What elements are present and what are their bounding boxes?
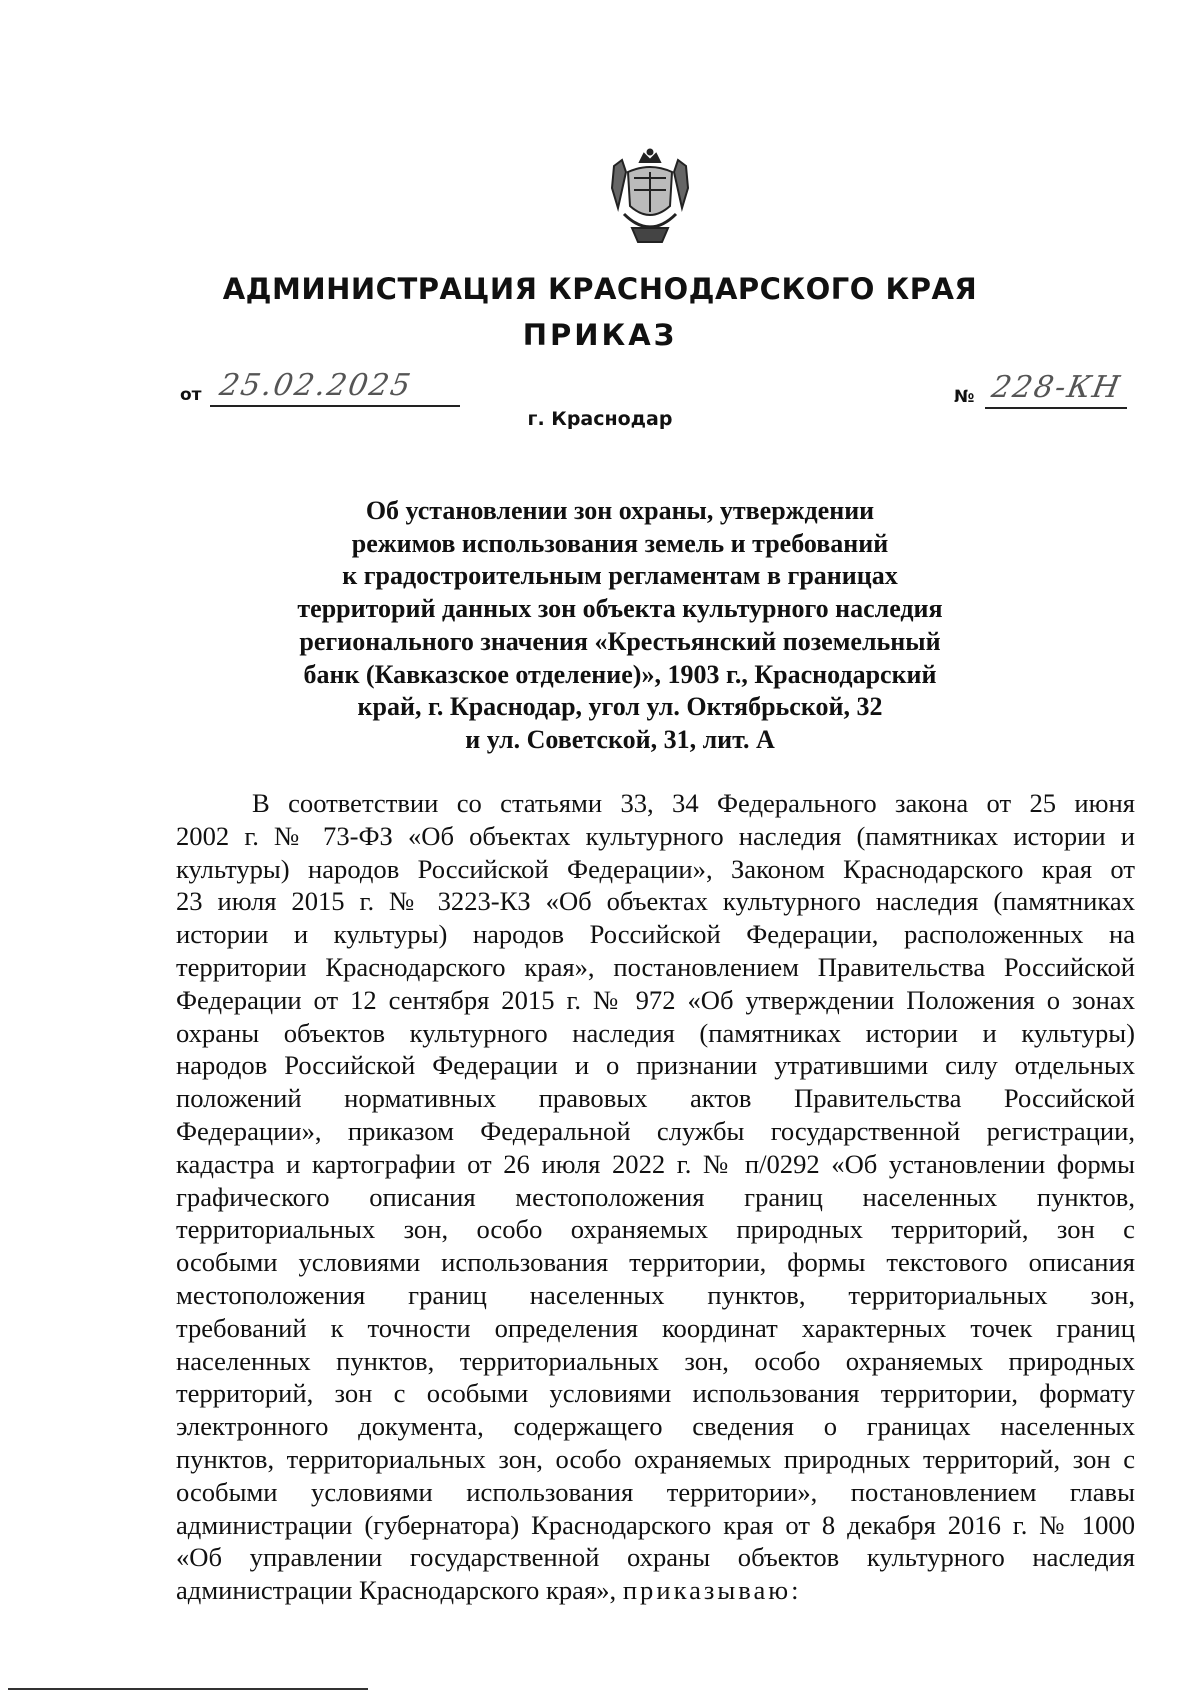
- subject-line: край, г. Краснодар, угол ул. Октябрьской, 32: [357, 692, 883, 722]
- body-line: населенных пунктов, территориальных зон, особо охраняемых природных: [176, 1345, 1135, 1376]
- body-line: территориальных зон, особо охраняемых природных территорий, зон с: [176, 1214, 1135, 1245]
- body-line: пунктов, территориальных зон, особо охраняемых природных территорий, зон с: [176, 1443, 1135, 1474]
- subject-line: банк (Кавказское отделение)», 1903 г., Краснодарский: [303, 659, 937, 689]
- body-line: Федерации от 12 сентября 2015 г. № 972 «Об утверждении Положения о зонах: [176, 984, 1135, 1015]
- body-line: 23 июля 2015 г. № 3223-КЗ «Об объектах культурного наследия (памятниках: [176, 886, 1135, 917]
- organization-title: АДМИНИСТРАЦИЯ КРАСНОДАРСКОГО КРАЯ: [222, 272, 978, 306]
- subject-line: и ул. Советской, 31, лит. А: [465, 724, 775, 754]
- document-type: ПРИКАЗ: [522, 318, 678, 352]
- city-line: г. Краснодар: [527, 408, 673, 430]
- preamble-paragraph: [176, 787, 1135, 1607]
- body-line: народов Российской Федерации и о признании утратившими силу отдельных: [176, 1050, 1135, 1081]
- body-line: графического описания местоположения границ населенных пунктов,: [176, 1181, 1135, 1212]
- body-line: истории и культуры) народов Российской Федерации, расположенных на: [176, 919, 1135, 950]
- number-underline: [985, 407, 1127, 409]
- body-line: «Об управлении государственной охраны объектов культурного наследия: [176, 1542, 1135, 1573]
- date-label: от: [180, 385, 202, 405]
- body-line: территории Краснодарского края», постановлением Правительства Российской: [176, 951, 1135, 982]
- number-label: №: [954, 387, 975, 407]
- body-line: культуры) народов Российской Федерации», Законом Краснодарского края от: [176, 853, 1135, 884]
- body-line: особыми условиями использования территории, формы текстового описания: [176, 1247, 1135, 1278]
- body-line: охраны объектов культурного наследия (памятниках истории и культуры): [176, 1017, 1135, 1048]
- subject-line: территорий данных зон объекта культурного наследия: [297, 594, 943, 624]
- order-word: приказываю:: [622, 1575, 802, 1606]
- subject-line: Об установлении зон охраны, утверждении: [365, 496, 875, 525]
- body-line: требований к точности определения координат характерных точек границ: [176, 1312, 1135, 1343]
- body-line: 2002 г. № 73-ФЗ «Об объектах культурного наследия (памятниках истории и: [176, 820, 1135, 851]
- body-line: электронного документа, содержащего сведения о границах населенных: [176, 1411, 1135, 1442]
- subject-line: к градостроительным регламентам в границах: [342, 561, 898, 591]
- body-line: местоположения границ населенных пунктов, территориальных зон,: [176, 1279, 1135, 1310]
- subject-line: режимов использования земель и требований: [351, 528, 889, 558]
- body-line: территорий, зон с особыми условиями использования территории, формату: [176, 1378, 1135, 1409]
- body-line: администрации (губернатора) Краснодарского края от 8 декабря 2016 г. № 1000: [176, 1509, 1135, 1540]
- footer-rule: [8, 1688, 368, 1690]
- body-line: В соответствии со статьями 33, 34 Федерального закона от 25 июня: [252, 788, 1135, 818]
- document-subject: [230, 495, 1010, 757]
- body-line: Федерации», приказом Федеральной службы государственной регистрации,: [176, 1115, 1135, 1146]
- body-line-last: [176, 1574, 1135, 1607]
- coat-of-arms-icon: [604, 148, 696, 248]
- body-line: особыми условиями использования территории», постановлением главы: [176, 1476, 1135, 1507]
- body-line: положений нормативных правовых актов Правительства Российской: [176, 1083, 1135, 1114]
- date-underline: [210, 405, 460, 407]
- last-line-prefix: администрации Краснодарского края»,: [176, 1575, 617, 1606]
- subject-line: регионального значения «Крестьянский поземельный: [299, 626, 941, 656]
- date-handwritten: 25.02.2025: [216, 368, 415, 403]
- number-handwritten: 228-КН: [988, 370, 1124, 405]
- body-line: кадастра и картографии от 26 июля 2022 г. № п/0292 «Об установлении формы: [176, 1148, 1135, 1179]
